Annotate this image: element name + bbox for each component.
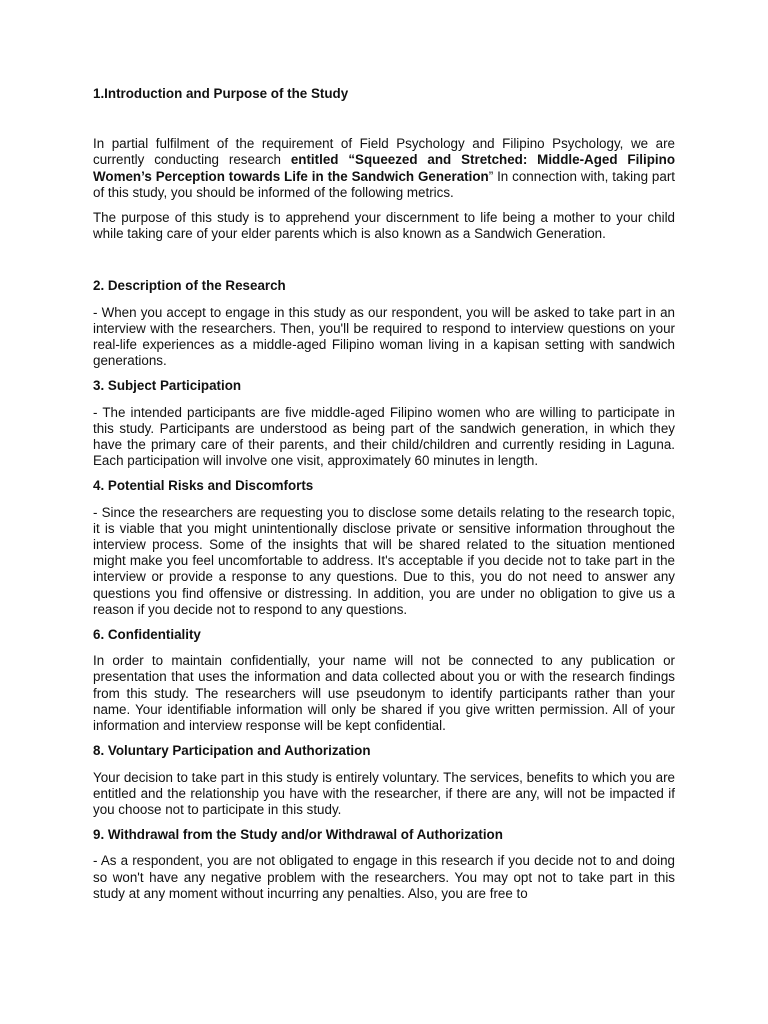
risks-paragraph: - Since the researchers are requesting you to disclose some details relating to the research topic, it is viable that you might unintentionally disclose private or sensitive information throughout the interview process. Some of the insights that will be shared related to the situation mentioned might make you feel uncomfortable to address. It's acceptable if you decide not to take part in the interview or provide a response to any questions. Due to this, you do not need to answer any questions you find offensive or distressing. In addition, you are under no obligation to give us a reason if you decide not to respond to any questions. [93,504,675,617]
confidentiality-paragraph: In order to maintain confidentially, your name will not be connected to any publication or presentation that uses the information and data collected about you or with the research findings from this study. The researchers will use pseudonym to identify participants rather than your name. Your identifiable information will only be shared if you give written permission. All of your information and interview response will be kept confidential. [93,653,675,734]
section-heading-risks: 4. Potential Risks and Discomforts [93,478,314,494]
section-heading-introduction: 1.Introduction and Purpose of the Study [93,86,349,101]
intro-paragraph-1 [93,136,675,201]
voluntary-paragraph: Your decision to take part in this study is entirely voluntary. The services, benefits to which you are entitled and the relationship you have with the researcher, if there are any, will not be impacted if you choose not to participate in this study. [93,769,675,817]
study-title-text: entitled “Squeezed and Stretched: Middle-Aged Filipino Women’s Perception towards Life in the Sandwich Generation [93,152,675,184]
participation-paragraph: - The intended participants are five middle-aged Filipino women who are willing to participate in this study. Participants are understood as being part of the sandwich generation, in which they have the primary care of their parents, and their child/children and currently residing in Laguna. Each participation will involve one visit, approximately 60 minutes in length. [93,404,675,469]
section-heading-withdrawal: 9. Withdrawal from the Study and/or Withdrawal of Authorization [93,827,503,843]
section-heading-description: 2. Description of the Research [93,278,286,294]
description-paragraph: - When you accept to engage in this study as our respondent, you will be asked to take part in an interview with the researchers. Then, you'll be required to respond to interview questions on your real-life experiences as a middle-aged Filipino woman living in a kapisan setting with sandwich generations. [93,304,675,369]
withdrawal-paragraph: - As a respondent, you are not obligated to engage in this research if you decide not to and doing so won't have any negative problem with the researchers. You may opt not to take part in this study at any moment without incurring any penalties. Also, you are free to [93,853,675,901]
document-body [93,86,675,902]
section-heading-confidentiality: 6. Confidentiality [93,627,201,643]
section-heading-voluntary: 8. Voluntary Participation and Authorization [93,743,371,759]
section-heading-participation: 3. Subject Participation [93,378,242,394]
intro-paragraph-2: The purpose of this study is to apprehend your discernment to life being a mother to your child while taking care of your elder parents which is also known as a Sandwich Generation. [93,210,675,242]
intro-lead-text: In partial fulfilment of the requirement of Field Psychology and Filipino Psychology, we are currently conducting research [93,136,675,168]
intro-tail-text: ” In connection with, taking part of this study, you should be informed of the following metrics. [93,168,676,200]
